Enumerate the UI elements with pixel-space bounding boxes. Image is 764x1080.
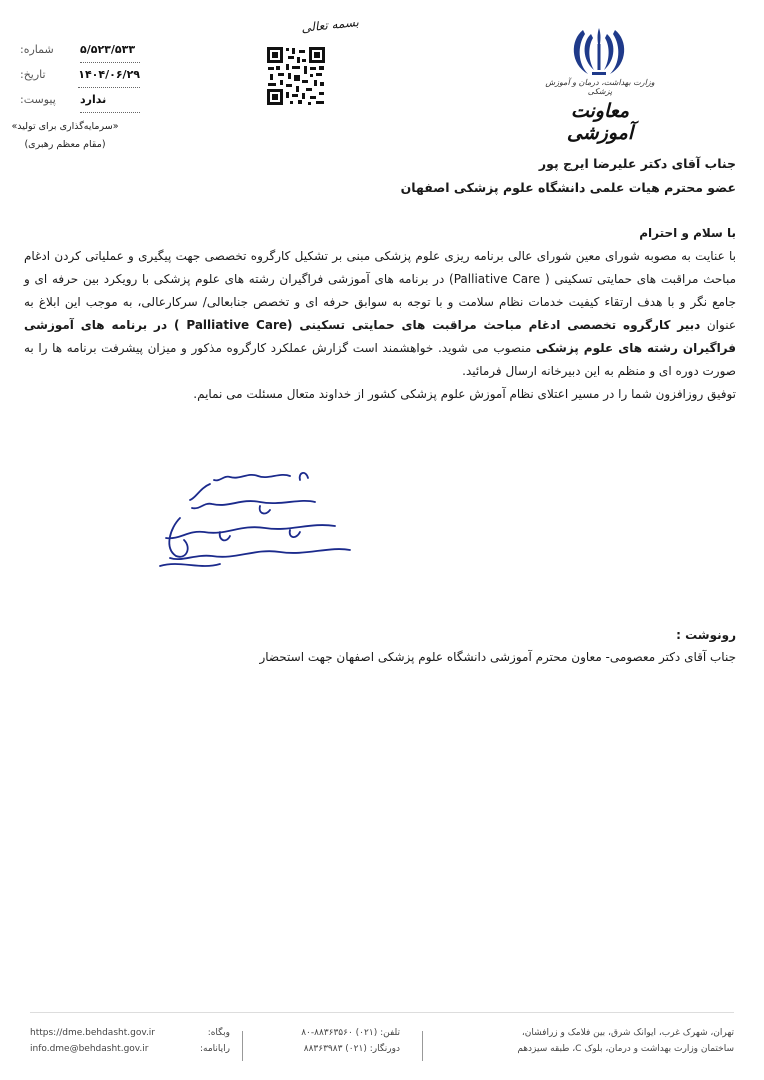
basmala: بسمه تعالی: [300, 15, 360, 35]
motto-line1: «سرمایه‌گذاری برای تولید»: [11, 121, 119, 132]
recipient-name: جناب آقای دکتر علیرضا ایرج پور: [538, 156, 736, 171]
cc-line: جناب آقای دکتر معصومی- معاون محترم آموزشی دانشگاه علوم پزشکی اصفهان جهت استحضار: [259, 650, 736, 664]
footer-address-line2: ساختمان وزارت بهداشت و درمان، بلوک C، طبقه سیزدهم: [517, 1044, 734, 1054]
carbon-copy: [216, 624, 736, 668]
motto-line2: (مقام معظم رهبری): [24, 139, 106, 150]
body-paragraph-1: [24, 245, 736, 383]
footer-address-line1: تهران، شهرک غرب، ایوانک شرق، بین فلامک و زرافشان،: [521, 1028, 734, 1038]
letter-body: [24, 222, 736, 406]
meta-attachment-label: پیوست:: [20, 93, 56, 106]
footer-divider: [422, 1031, 423, 1061]
motto: [10, 118, 120, 154]
iran-emblem-icon: [564, 24, 634, 80]
meta-attachment-value: ندارد: [80, 88, 140, 113]
ministry-name: وزارت بهداشت، درمان و آموزش پزشکی: [545, 78, 655, 96]
handwritten-signature: [140, 462, 370, 582]
footer-phones: [260, 1025, 400, 1057]
footer-fax-label: دورنگار:: [369, 1044, 400, 1054]
meta-date-value: ۱۴۰۴/۰۶/۲۹: [78, 63, 140, 88]
meta-number-label: شماره:: [20, 43, 54, 56]
deputy-name: معاونت آموزشی: [566, 100, 634, 144]
letter-meta: [20, 38, 140, 113]
body-p1-bold: دبیر کارگروه تخصصی ادغام مباحث مراقبت های حمایتی تسکینی (Palliative Care ) در برنامه های آموزشی فراگیران رشته های علوم پزشکی: [24, 318, 736, 355]
qr-code-icon: [266, 46, 326, 106]
meta-attachment-row: [20, 88, 140, 113]
meta-date-label: تاریخ:: [20, 68, 46, 81]
cc-title: رونوشت :: [676, 628, 736, 642]
greeting: با سلام و احترام: [639, 226, 736, 240]
meta-date-row: [20, 63, 140, 88]
recipient-position: عضو محترم هیات علمی دانشگاه علوم پزشکی اصفهان: [400, 180, 736, 195]
footer-divider: [242, 1031, 243, 1061]
body-paragraph-2: توفیق روزافزون شما را در مسیر اعتلای نظام آموزش علوم پزشکی کشور از خداوند متعال مسئلت می نمایم.: [193, 387, 736, 401]
footer-email-link[interactable]: info.dme@behdasht.gov.ir: [30, 1044, 149, 1054]
footer-address: [504, 1025, 734, 1057]
body-p1-text-b: منصوب می شوید. خواهشمند است گزارش عملکرد کارگروه مذکور و میزان پیشرفت برنامه ها را به صورت دوره ای و منظم به این دبیرخانه ارسال فرمائید.: [24, 341, 736, 378]
meta-number-row: [20, 38, 140, 63]
footer-fax: (۰۲۱) ۸۸۳۶۳۹۸۳: [303, 1044, 367, 1054]
footer-phone-label: تلفن:: [380, 1028, 400, 1038]
footer-phone: (۰۲۱) ۸۸۳۶۳۵۶۰-۸۰: [301, 1028, 378, 1038]
body-p1-text-a: با عنایت به مصوبه شورای معین شورای عالی برنامه ریزی علوم پزشکی مبنی بر تشکیل کارگروه تخصصی جهت پیگیری و عملیاتی کردن ادغام مباحث مراقبت های حمایتی تسکینی ( Palliative Care) در برنامه های آموزشی فراگیران رشته های علوم پزشکی با رویکرد بین حرفه ای و جامع نگر و با هدف ارتقاء کیفیت خدمات نظام سلامت و با توجه به سوابق حرفه ای و تخصص جنابعالی/ سرکارعالی، به موجب این ابلاغ به عنوان: [24, 249, 737, 332]
footer-web: [30, 1025, 230, 1057]
meta-number-value: ۵/۵۲۳/۵۳۳: [80, 38, 140, 63]
footer-email-label: رایانامه:: [199, 1044, 230, 1054]
footer-web-link[interactable]: https://dme.behdasht.gov.ir: [30, 1028, 156, 1038]
footer: [30, 1012, 734, 1063]
recipient: [316, 152, 736, 200]
footer-web-label: وبگاه:: [207, 1028, 230, 1038]
